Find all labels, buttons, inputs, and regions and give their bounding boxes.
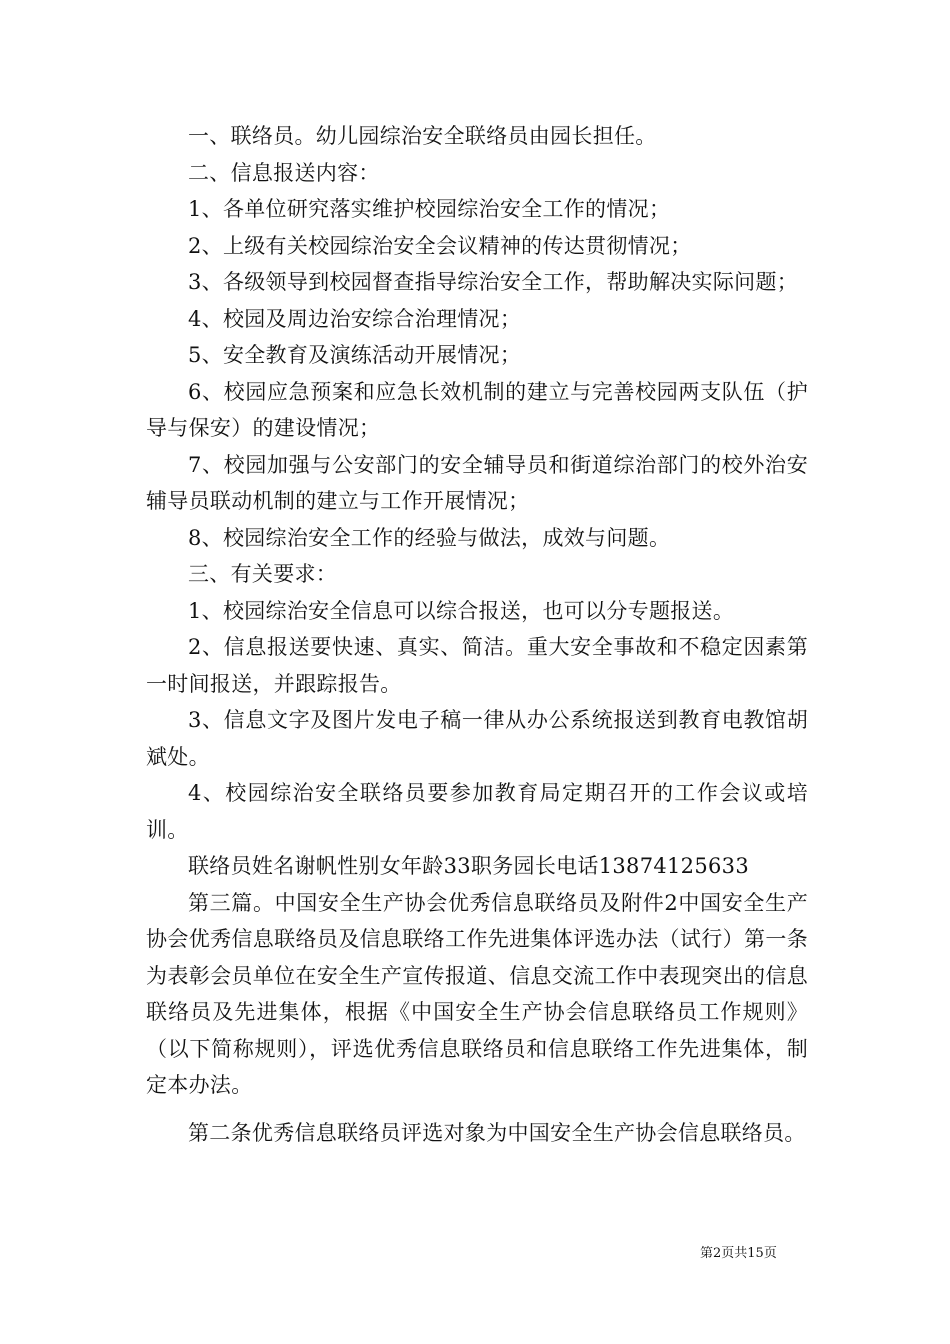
paragraph-4: 2、上级有关校园综治安全会议精神的传达贯彻情况；	[188, 233, 692, 258]
page-number-footer: 第2页共15页	[700, 1246, 777, 1261]
paragraph-3: 1、各单位研究落实维护校园综治安全工作的情况；	[188, 197, 671, 221]
paragraph-13: 2、信息报送要快速、真实、简洁。重大安全事故和不稳定因素第一时间报送，并跟踪报告。	[146, 635, 808, 696]
paragraph-1: 一、联络员。幼儿园综治安全联络员由园长担任。	[188, 124, 657, 148]
paragraph-8: 6、校园应急预案和应急长效机制的建立与完善校园两支队伍（护导与保安）的建设情况；	[146, 379, 808, 440]
paragraph-9: 7、校园加强与公安部门的安全辅导员和街道综治部门的校外治安辅导员联动机制的建立与工作开展情况；	[146, 452, 808, 513]
paragraph-12: 1、校园综治安全信息可以综合报送，也可以分专题报送。	[188, 598, 735, 623]
document-body	[146, 118, 808, 1151]
contact-info-line: 联络员姓名谢帆性别女年龄33职务园长电话13874125633	[188, 854, 749, 878]
paragraph-6: 4、校园及周边治安综合治理情况；	[188, 306, 522, 331]
paragraph-5: 3、各级领导到校园督查指导综治安全工作，帮助解决实际问题；	[188, 270, 799, 294]
paragraph-17: 第三篇。中国安全生产协会优秀信息联络员及附件2中国安全生产协会优秀信息联络员及信息联络工作先进集体评选办法（试行）第一条为表彰会员单位在安全生产宣传报道、信息交流工作中表现突出的信息联络员及先进集体，根据《中国安全生产协会信息联络员工作规则》（以下简称规则），评选优秀信息联络员和信息联络工作先进集体，制定本办法。	[146, 890, 808, 1097]
paragraph-2: 二、信息报送内容：	[188, 160, 380, 185]
paragraph-11: 三、有关要求：	[188, 562, 338, 586]
paragraph-15: 4、校园综治安全联络员要参加教育局定期召开的工作会议或培训。	[146, 781, 808, 842]
paragraph-10: 8、校园综治安全工作的经验与做法，成效与问题。	[188, 525, 671, 550]
paragraph-14: 3、信息文字及图片发电子稿一律从办公系统报送到教育电教馆胡斌处。	[146, 708, 808, 769]
paragraph-18: 第二条优秀信息联络员评选对象为中国安全生产协会信息联络员。	[188, 1120, 806, 1145]
paragraph-7: 5、安全教育及演练活动开展情况；	[188, 343, 522, 367]
